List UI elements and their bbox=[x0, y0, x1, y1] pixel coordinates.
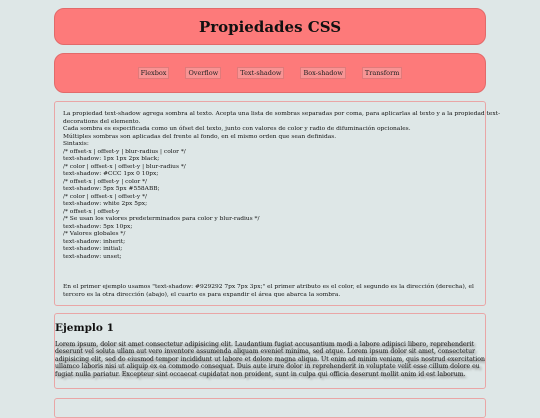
example-shadow-text: Lorem ipsum, dolor sit amet consectetur adipisicing elit. Laudantium fugiat accusantium modi a labore adipisci libero, reprehenderit deserunt vel soluta ullam aut vero inventore assumenda aliquam eveniet minima, sed atque. Lorem ipsum dolor sit amet, consectetur adipisicing elit, sed do eiusmod tempor incididunt ut labore et dolore magna aliqua. Ut enim ad minim veniam, quis nostrud exercitation ullamco laboris nisi ut aliquip ex ea commodo consequat. Duis aute irure dolor in reprehenderit in voluptate velit esse cillum dolore eu fugiat nulla pariatur. Excepteur sint occaecat cupidatat non proident, sunt in culpa qui officia deserunt mollit anim id est laborum. bbox=[55, 341, 485, 378]
info-line: text-shadow: unset; bbox=[63, 253, 122, 260]
nav-link-box-shadow[interactable]: Box-shadow bbox=[300, 67, 345, 79]
info-line: La propiedad text-shadow agrega sombra al texto. Acepta una lista de sombras separadas por coma, para aplicarlas al texto y a la propiedad text- bbox=[63, 111, 501, 117]
info-line: /* color | offset-x | offset-y */ bbox=[63, 193, 148, 200]
info-line: Cada sombra es especificada como un ófset del texto, junto con valores de color y radio de difuminación opcionales. bbox=[63, 126, 411, 132]
info-line: decorations del elemento. bbox=[63, 118, 141, 125]
page-title: Propiedades CSS bbox=[198, 17, 342, 36]
nav-link-flexbox[interactable]: Flexbox bbox=[138, 67, 170, 79]
nav-link-overflow[interactable]: Overflow bbox=[185, 67, 221, 79]
nav-link-text-shadow[interactable]: Text-shadow bbox=[237, 67, 284, 79]
nav-bar bbox=[54, 53, 486, 93]
spacer bbox=[63, 261, 477, 284]
info-line: /* color | offset-x | offset-y | blur-radius */ bbox=[63, 163, 186, 170]
info-line: text-shadow: 5px 10px; bbox=[63, 223, 133, 230]
info-line: /* Valores globales */ bbox=[63, 231, 126, 237]
next-section bbox=[54, 398, 486, 418]
info-line: text-shadow: 5px 5px #558ABB; bbox=[63, 186, 160, 192]
nav-link-transform[interactable]: Transform bbox=[362, 67, 402, 79]
info-line: text-shadow: 1px 1px 2px black; bbox=[63, 156, 160, 162]
example-section bbox=[54, 313, 486, 389]
info-line: text-shadow: white 2px 5px; bbox=[63, 201, 148, 207]
info-line: Sintaxis: bbox=[63, 141, 89, 147]
info-text bbox=[63, 111, 501, 261]
info-line: /* Se usan los valores predeterminados para color y blur-radius */ bbox=[63, 216, 260, 222]
info-line: /* offset-x | offset-y | blur-radius | color */ bbox=[63, 148, 186, 155]
info-line: text-shadow: #CCC 1px 0 10px; bbox=[63, 171, 159, 177]
info-line: /* offset-x | offset-y bbox=[63, 208, 120, 215]
info-example-note: En el primer ejemplo usamos "text-shadow: #929292 7px 7px 3px;" el primer atributo es el color, el segundo es la dirección (derecha), el tercero es la otra dirección (abajo), el cuarto es para expandir el área que abarca la sombra. bbox=[63, 284, 474, 298]
info-line: text-shadow: initial; bbox=[63, 246, 123, 252]
info-line: text-shadow: inherit; bbox=[63, 238, 126, 245]
info-section bbox=[54, 101, 501, 306]
info-line: Múltiples sombras son aplicadas del frente al fondo, en el mismo orden que sean definidas. bbox=[63, 133, 337, 140]
header-banner bbox=[54, 8, 486, 45]
info-line: /* offset-x | offset-y | color */ bbox=[63, 178, 148, 185]
example-title: Ejemplo 1 bbox=[55, 322, 114, 334]
